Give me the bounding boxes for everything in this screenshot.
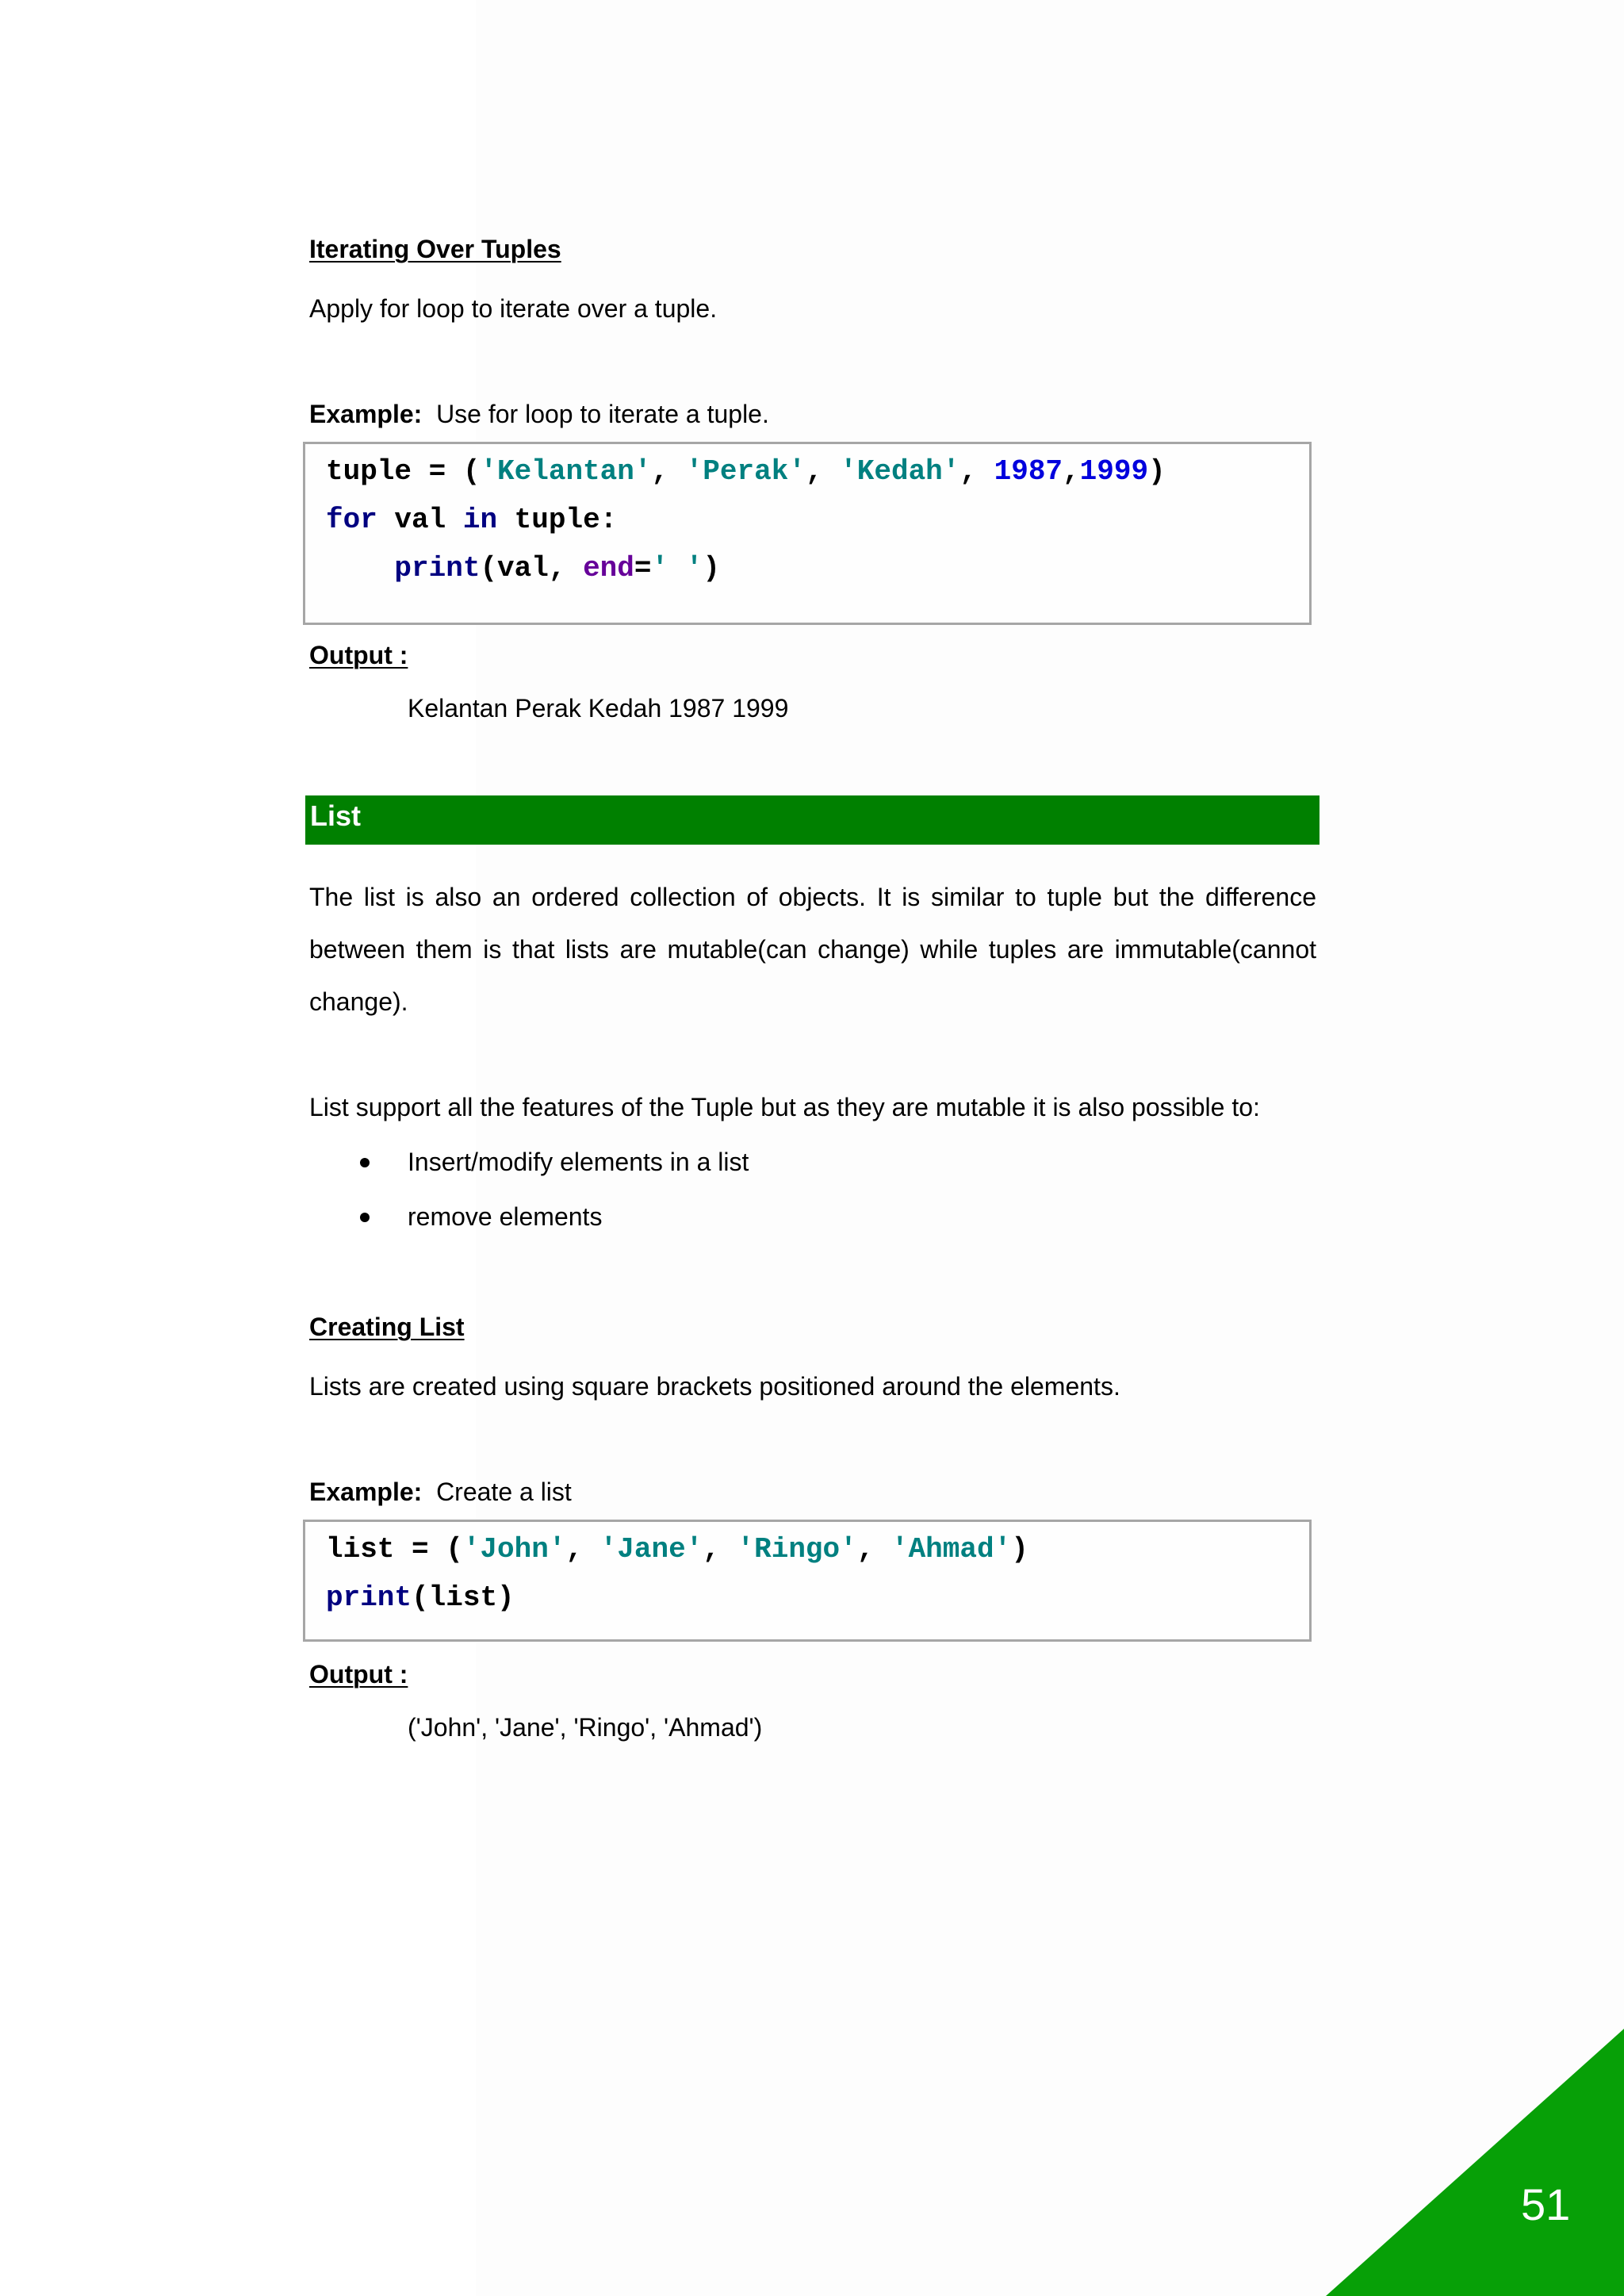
code-indent — [326, 552, 394, 585]
code-token: , — [565, 1533, 600, 1566]
code-string: 'Ringo' — [737, 1533, 857, 1566]
section-band-list — [305, 795, 1320, 845]
list-description-paragraph: The list is also an ordered collection of objects. It is similar to tuple but the difference between them is that lists are mutable(can change) while tuples are immutable(cannot change). — [309, 883, 1316, 1016]
code-param: end — [583, 552, 634, 585]
code-number: 1999 — [1079, 455, 1149, 488]
code-token: , — [703, 1533, 737, 1566]
code-keyword: print — [326, 1581, 412, 1614]
code-string: 'Perak' — [685, 455, 806, 488]
page-number: 51 — [1521, 2179, 1571, 2229]
code-line-3 — [326, 551, 720, 586]
code-token: tuple: — [497, 504, 618, 536]
list-features-paragraph: List support all the features of the Tuple but as they are mutable it is also possible to: — [309, 1093, 1260, 1121]
code-string: 'Ahmad' — [891, 1533, 1012, 1566]
code-keyword: in — [462, 504, 498, 536]
output-label-2: Output : — [309, 1660, 408, 1688]
code-block-tuple — [303, 442, 1312, 625]
code-keyword: for — [326, 504, 377, 536]
code-string: 'Kedah' — [840, 455, 960, 488]
bullet-item-2: remove elements — [408, 1202, 603, 1231]
code-number: 1987 — [994, 455, 1063, 488]
code-string: ' ' — [651, 552, 703, 585]
creating-intro-text: Lists are created using square brackets positioned around the elements. — [309, 1372, 1120, 1401]
code-line-1 — [326, 1532, 1028, 1567]
example-description: Create a list — [436, 1478, 572, 1506]
bullet-icon — [360, 1213, 370, 1222]
code-token: , — [651, 455, 686, 488]
iterating-intro-text: Apply for loop to iterate over a tuple. — [309, 294, 718, 323]
output-value-1: Kelantan Perak Kedah 1987 1999 — [408, 694, 789, 723]
example-description: Use for loop to iterate a tuple. — [436, 400, 769, 428]
section-heading-creating-list: Creating List — [309, 1313, 465, 1341]
code-token: (val, — [480, 552, 584, 585]
code-token: tuple = ( — [326, 455, 481, 488]
corner-triangle-decoration — [1326, 2029, 1624, 2296]
code-token: val — [377, 504, 463, 536]
section-title-list: List — [310, 799, 362, 832]
code-token: , — [856, 1533, 891, 1566]
code-string: 'Kelantan' — [480, 455, 652, 488]
code-keyword: print — [394, 552, 481, 585]
code-token: ) — [1148, 455, 1166, 488]
output-label-1: Output : — [309, 641, 408, 669]
output-value-2: ('John', 'Jane', 'Ringo', 'Ahmad') — [408, 1713, 763, 1742]
example-line-2 — [309, 1476, 572, 1508]
code-token: ) — [703, 552, 720, 585]
code-line-2 — [326, 1581, 515, 1616]
code-token: , — [805, 455, 841, 488]
page-background — [0, 0, 476, 2296]
example-line-1 — [309, 398, 769, 430]
bullet-icon — [360, 1158, 370, 1167]
code-line-2 — [326, 503, 617, 538]
code-block-list — [303, 1520, 1312, 1642]
example-label: Example: — [309, 400, 423, 428]
code-token: ) — [1011, 1533, 1028, 1566]
section-heading-iterating: Iterating Over Tuples — [309, 235, 561, 263]
code-token: , — [959, 455, 994, 488]
code-string: 'John' — [462, 1533, 566, 1566]
code-token: list = ( — [326, 1533, 463, 1566]
code-string: 'Jane' — [599, 1533, 703, 1566]
bullet-item-1: Insert/modify elements in a list — [408, 1148, 749, 1176]
example-label: Example: — [309, 1478, 423, 1506]
code-token: = — [634, 552, 652, 585]
code-token: , — [1063, 455, 1080, 488]
code-line-1 — [326, 454, 1166, 489]
code-token: (list) — [412, 1581, 515, 1614]
